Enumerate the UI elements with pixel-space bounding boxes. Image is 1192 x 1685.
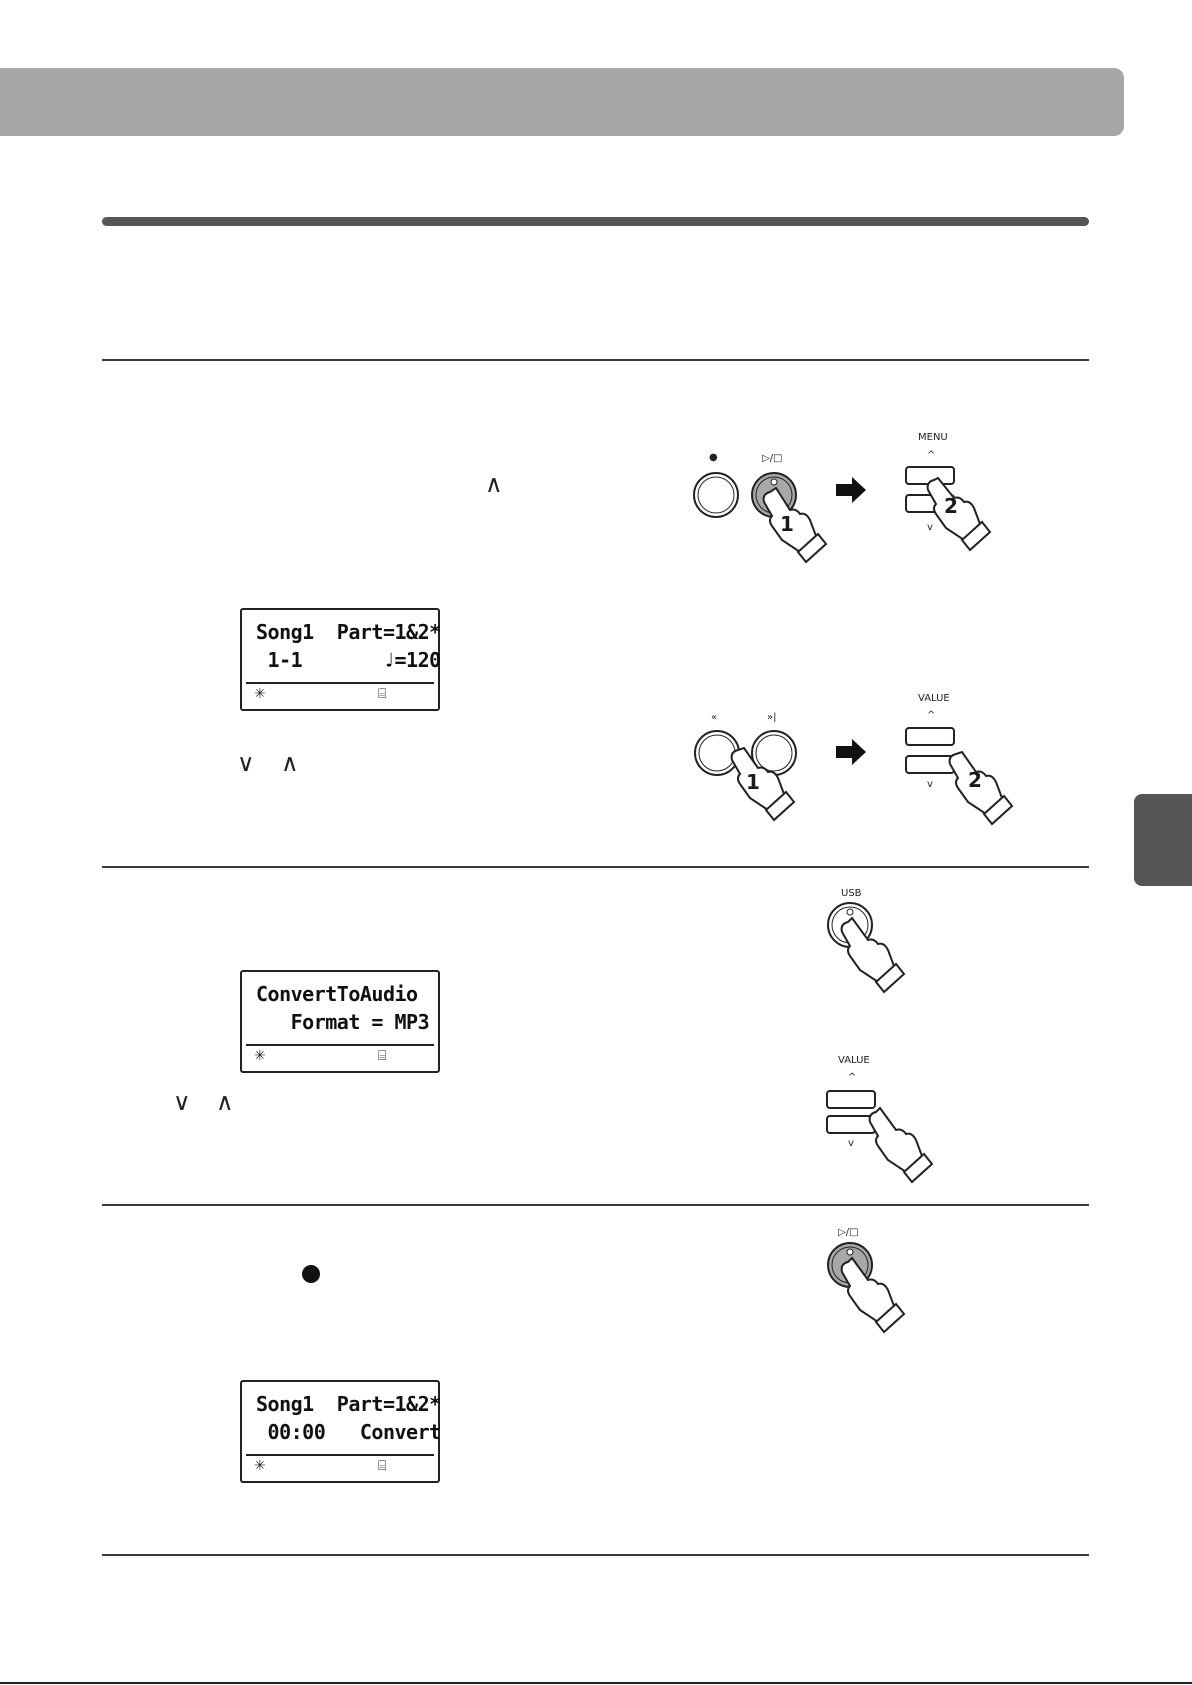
pointing-hand-icon <box>870 1108 932 1182</box>
arrow-right-icon <box>836 739 866 765</box>
chevron-up-icon: ∧ <box>485 470 503 498</box>
chevron-down-icon: ∨ <box>173 1088 191 1116</box>
finger-number-2: 2 <box>944 494 958 518</box>
value-label: VALUE <box>918 693 950 704</box>
lcd-line-1: Song1 Part=1&2* <box>256 1392 441 1416</box>
value-up-button[interactable] <box>827 1091 875 1108</box>
lcd-line-1: Song1 Part=1&2* <box>256 620 441 644</box>
menu-label: MENU <box>918 432 948 443</box>
value-up-caret: ^ <box>927 710 936 721</box>
bluetooth-icon: ✳ <box>254 1458 266 1474</box>
finger-number-1: 1 <box>746 770 760 794</box>
chevron-down-icon: ∨ <box>237 749 255 777</box>
menu-down-caret: v <box>927 522 933 533</box>
usb-icon: ⌸ <box>378 1048 387 1064</box>
usb-icon: ⌸ <box>378 686 387 702</box>
pointing-hand-icon <box>842 918 904 992</box>
pointing-hand-icon <box>842 1258 904 1332</box>
lcd-line-2: Format = MP3 <box>256 1010 430 1034</box>
rewind-button-label: « <box>711 712 718 723</box>
finger-number-2: 2 <box>968 768 982 792</box>
value-down-button[interactable] <box>906 756 954 773</box>
usb-icon: ⌸ <box>378 1458 387 1474</box>
lcd-line-2: 1-1 ♩=120 <box>256 648 441 672</box>
forward-button-label: »| <box>767 712 777 723</box>
bluetooth-icon: ✳ <box>254 1048 266 1064</box>
value-down-caret: v <box>927 779 933 790</box>
bluetooth-icon: ✳ <box>254 686 266 702</box>
value-down-button[interactable] <box>827 1116 875 1133</box>
finger-number-1: 1 <box>780 512 794 536</box>
lcd-line-1: ConvertToAudio <box>256 982 418 1006</box>
play-stop-button-label: ▷/□ <box>762 453 783 464</box>
lcd-line-2: 00:00 Convert <box>256 1420 441 1444</box>
pointing-hand-icon <box>928 478 990 550</box>
rec-button[interactable] <box>694 473 738 517</box>
play-stop-button-label: ▷/□ <box>838 1227 859 1238</box>
chevron-up-icon: ∧ <box>216 1088 234 1116</box>
value-up-caret: ^ <box>848 1072 857 1083</box>
rec-button-label: ● <box>709 452 718 463</box>
chevron-up-icon: ∧ <box>281 749 299 777</box>
menu-up-caret: ^ <box>927 450 936 461</box>
usb-button-label: USB <box>841 888 862 899</box>
value-down-caret: v <box>848 1138 854 1149</box>
arrow-right-icon <box>836 477 866 503</box>
value-up-button[interactable] <box>906 728 954 745</box>
value-label: VALUE <box>838 1055 870 1066</box>
